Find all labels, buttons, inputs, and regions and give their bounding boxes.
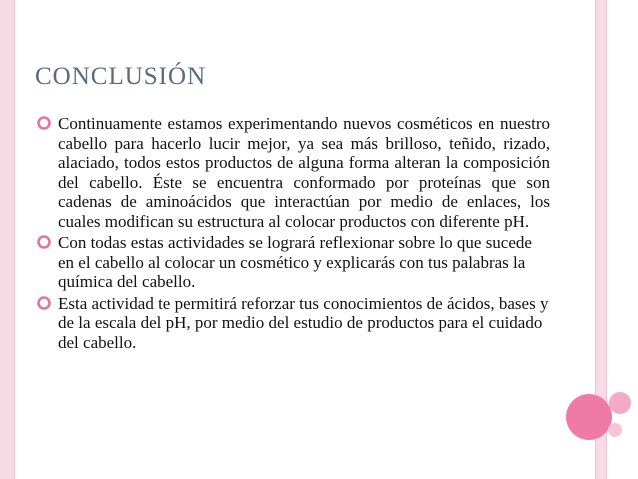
bullet-item	[36, 233, 550, 292]
ring-bullet-icon	[36, 115, 52, 131]
decorative-circle-small	[609, 392, 631, 414]
slide-title: CONCLUSIÓN	[35, 63, 207, 90]
left-frame-stripe	[0, 0, 14, 479]
bullet-text: Con todas estas actividades se logrará reflexionar sobre lo que sucede en el cabello al colocar un cosmético y explicarás con tus palabras la química del cabello.	[58, 233, 532, 291]
decorative-circle-large	[566, 394, 612, 440]
bullet-text: Continuamente estamos experimentando nuevos cosméticos en nuestro cabello para hacerlo lucir mejor, ya sea más brilloso, teñido, rizado, alaciado, todos estos productos de alguna forma alteran la composición del cabello. Éste se encuentra conformado por proteínas que son cadenas de aminoácidos que interactúan por medio de enlaces, los cuales modifican su estructura al colocar productos con diferente pH.	[58, 114, 550, 231]
ring-bullet-icon	[36, 234, 52, 250]
decorative-circle-tiny	[608, 423, 622, 437]
slide-content	[36, 114, 550, 354]
bullet-text: Esta actividad te permitirá reforzar tus conocimientos de ácidos, bases y de la escala del pH, por medio del estudio de productos para el cuidado del cabello.	[58, 293, 549, 352]
ring-bullet-icon	[36, 295, 52, 311]
bullet-item	[36, 294, 550, 353]
bullet-item	[36, 114, 550, 231]
